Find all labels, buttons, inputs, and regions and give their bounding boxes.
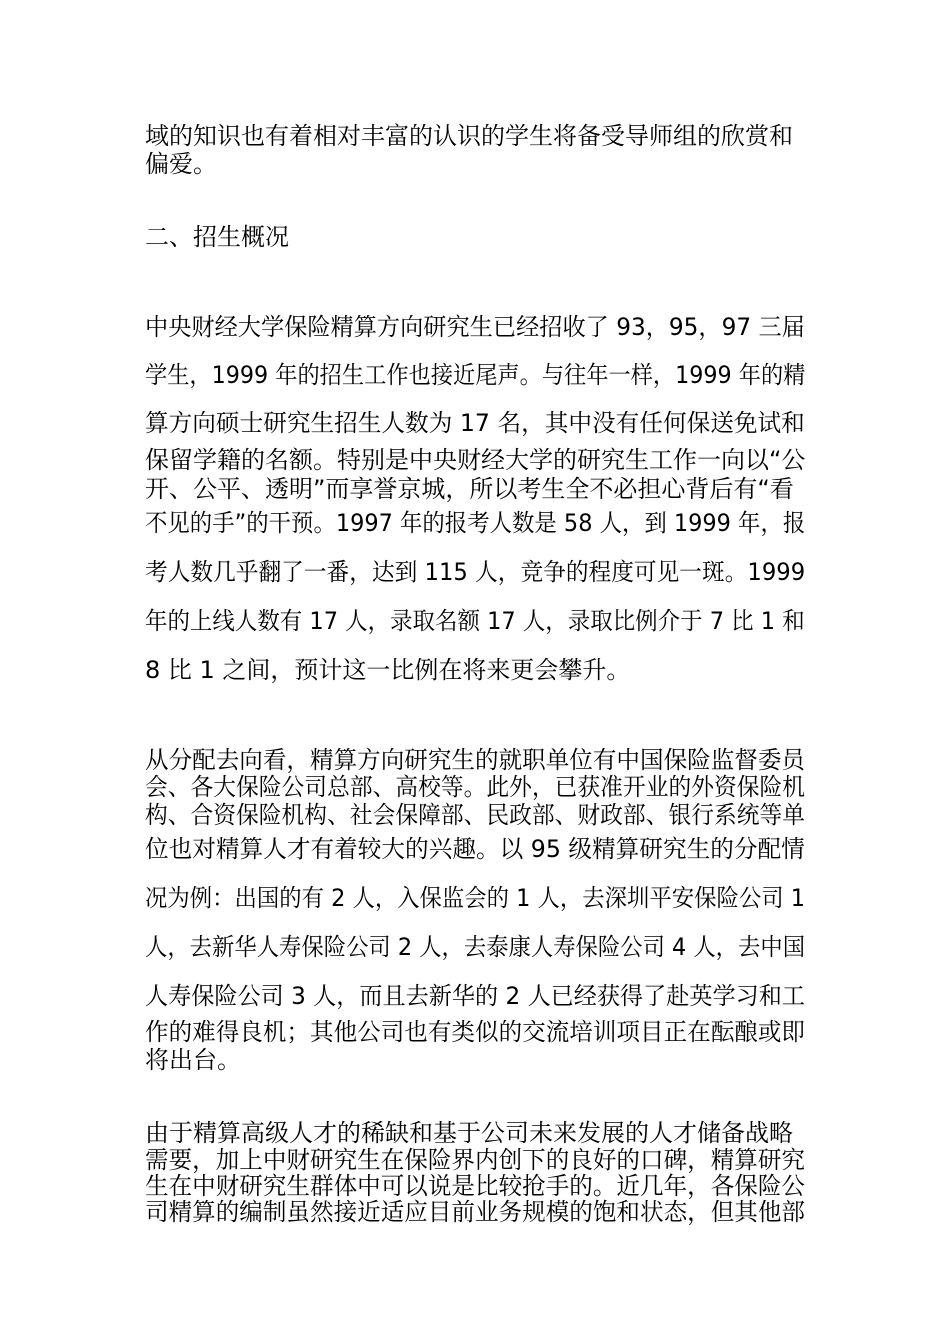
- paragraph-3-line: 生在中财研究生群体中可以说是比较抢手的。近几年，各保险公: [145, 1172, 805, 1200]
- paragraph-1-line: 考人数几乎翻了一番，达到 115 人，竞争的程度可见一斑。1999: [145, 558, 806, 586]
- paragraph-1-line: 开、公平、透明”而享誉京城，所以考生全不必担心背后有“看: [145, 475, 794, 503]
- paragraph-2-line: 会、各大保险公司总部、高校等。此外，已获准开业的外资保险机: [145, 773, 805, 801]
- paragraph-1-line: 不见的手”的干预。1997 年的报考人数是 58 人，到 1999 年，报: [145, 509, 806, 537]
- paragraph-3-line: 需要，加上中财研究生在保险界内创下的良好的口碑，精算研究: [145, 1146, 805, 1174]
- paragraph-1-line: 中央财经大学保险精算方向研究生已经招收了 93，95，97 三届: [145, 313, 805, 341]
- paragraph-2-line: 作的难得良机；其他公司也有类似的交流培训项目正在酝酿或即: [145, 1018, 805, 1046]
- paragraph-1-line: 学生，1999 年的招生工作也接近尾声。与往年一样，1999 年的精: [145, 361, 806, 389]
- paragraph-1-line: 年的上线人数有 17 人，录取名额 17 人，录取比例介于 7 比 1 和: [145, 607, 805, 635]
- paragraph-2-line: 将出台。: [145, 1046, 241, 1074]
- intro-line: 偏爱。: [145, 150, 217, 178]
- paragraph-2-line: 人，去新华人寿保险公司 2 人，去泰康人寿保险公司 4 人，去中国: [145, 933, 806, 961]
- paragraph-1-line: 保留学籍的名额。特别是中央财经大学的研究生工作一向以“公: [145, 446, 806, 474]
- paragraph-2-line: 位也对精算人才有着较大的兴趣。以 95 级精算研究生的分配情: [145, 835, 805, 863]
- paragraph-2-line: 构、合资保险机构、社会保障部、民政部、财政部、银行系统等单: [145, 801, 805, 829]
- intro-line: 域的知识也有着相对丰富的认识的学生将备受导师组的欣赏和: [145, 122, 793, 150]
- paragraph-2-line: 从分配去向看，精算方向研究生的就职单位有中国保险监督委员: [145, 746, 805, 774]
- paragraph-1-line: 算方向硕士研究生招生人数为 17 名，其中没有任何保送免试和: [145, 409, 805, 437]
- paragraph-2-line: 人寿保险公司 3 人，而且去新华的 2 人已经获得了赴英学习和工: [145, 982, 806, 1010]
- section-heading: 二、招生概况: [145, 223, 289, 251]
- paragraph-3-line: 由于精算高级人才的稀缺和基于公司未来发展的人才储备战略: [145, 1119, 793, 1147]
- paragraph-3-line: 司精算的编制虽然接近适应目前业务规模的饱和状态，但其他部: [145, 1198, 805, 1226]
- paragraph-2-line: 况为例：出国的有 2 人，入保监会的 1 人，去深圳平安保险公司 1: [145, 884, 805, 912]
- paragraph-1-line: 8 比 1 之间，预计这一比例在将来更会攀升。: [145, 656, 631, 684]
